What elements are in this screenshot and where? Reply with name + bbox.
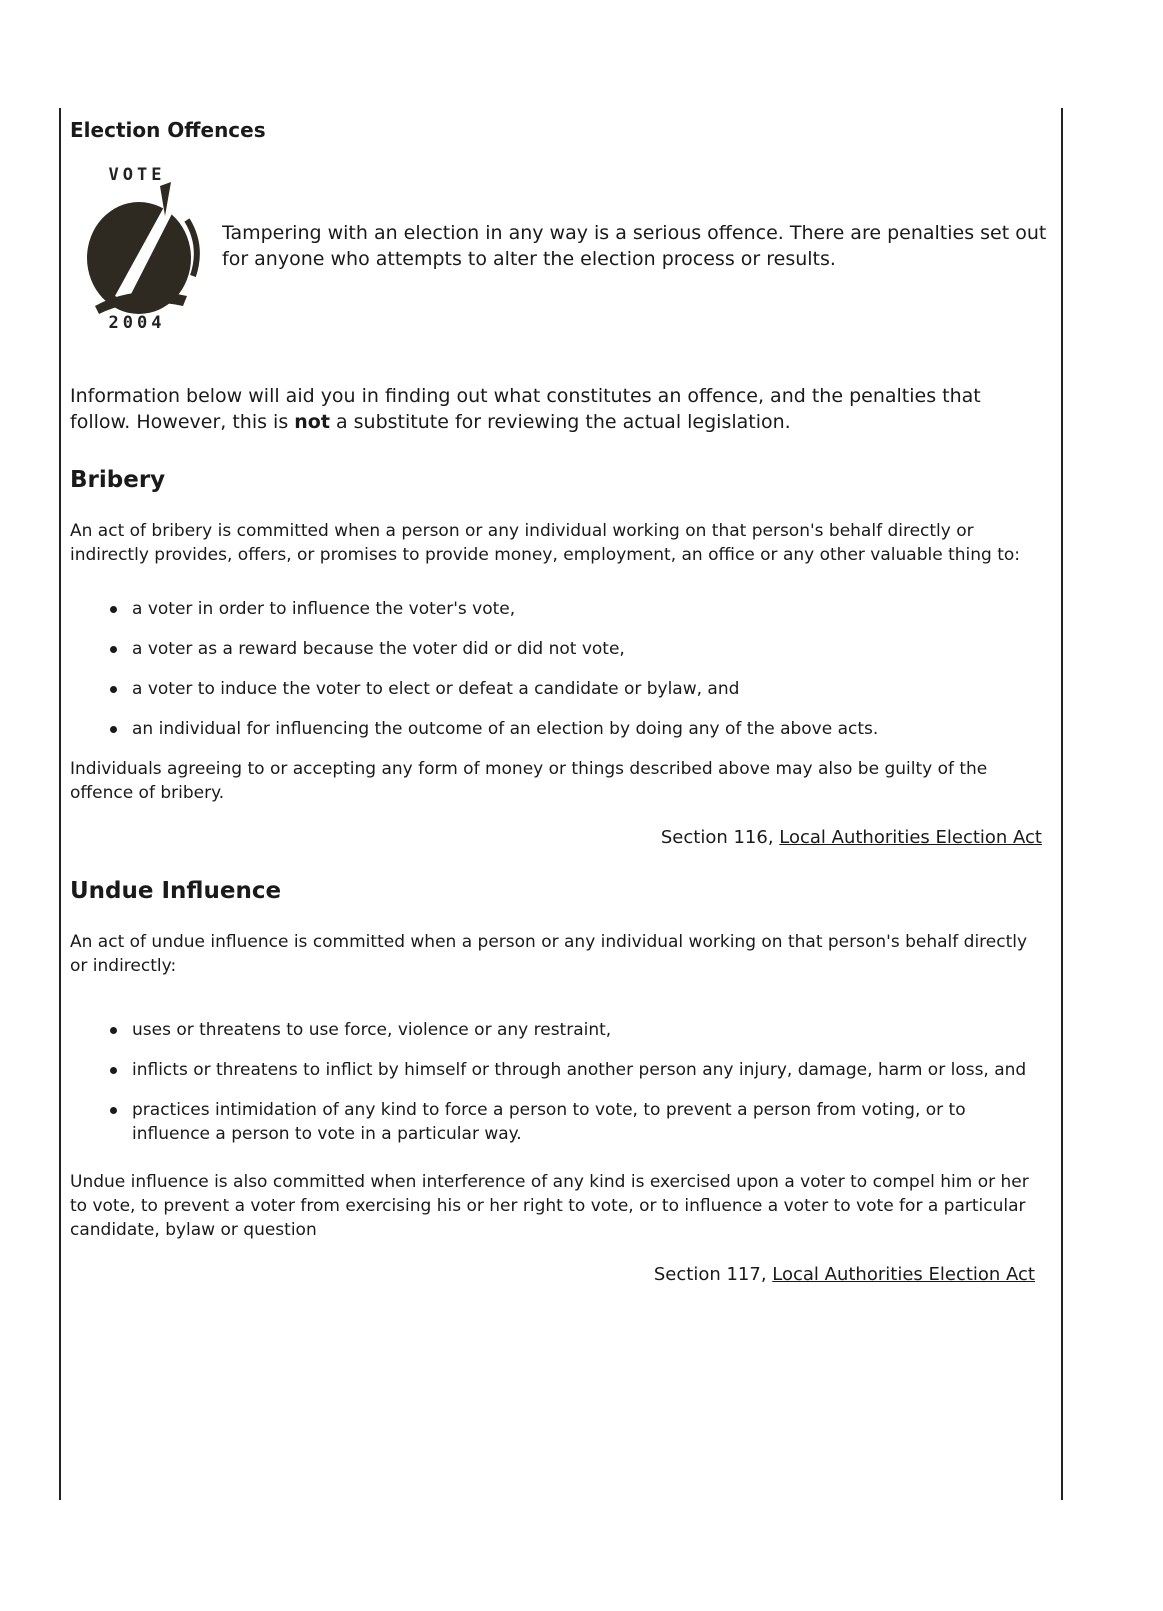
info-emphasis: not bbox=[294, 411, 330, 433]
info-paragraph bbox=[70, 383, 1030, 435]
list-item bbox=[110, 1018, 1035, 1042]
page-title: Election Offences bbox=[70, 118, 266, 142]
list-item-text: an individual for influencing the outcome of an election by doing any of the above acts. bbox=[132, 719, 879, 739]
bullet-icon bbox=[110, 646, 117, 653]
bribery-heading: Bribery bbox=[70, 467, 166, 493]
citation-act-link[interactable]: Local Authorities Election Act bbox=[772, 1264, 1035, 1285]
list-item-text: a voter as a reward because the voter did or did not vote, bbox=[132, 639, 625, 659]
bullet-icon bbox=[110, 1067, 117, 1074]
undue-influence-citation bbox=[70, 1264, 1035, 1285]
bullet-icon bbox=[110, 1027, 117, 1034]
bribery-list bbox=[70, 597, 1035, 741]
bullet-icon bbox=[110, 1107, 117, 1114]
document-content bbox=[70, 118, 1060, 1285]
list-item-text: inflicts or threatens to inflict by himself or through another person any injury, damage, harm or loss, and bbox=[132, 1060, 1027, 1080]
citation-section: Section 117, bbox=[653, 1264, 773, 1285]
bribery-citation bbox=[70, 827, 1042, 848]
list-item bbox=[110, 1058, 1035, 1082]
list-item-text: a voter to induce the voter to elect or defeat a candidate or bylaw, and bbox=[132, 679, 740, 699]
list-item bbox=[110, 677, 1035, 701]
logo-bottom-text: 2004 bbox=[108, 313, 166, 331]
bribery-definition: An act of bribery is committed when a person or any individual working on that person's behalf directly or indirectly provides, offers, or promises to provide money, employment, an office or any other valuable thing to: bbox=[70, 521, 1020, 565]
list-item bbox=[110, 717, 1035, 741]
citation-section: Section 116, bbox=[660, 827, 780, 848]
list-item bbox=[110, 597, 1035, 621]
undue-influence-list bbox=[70, 1018, 1035, 1146]
list-item bbox=[110, 1098, 1035, 1146]
info-text-before: Information below will aid you in finding out what constitutes an offence, and the penalties that follow. However, this is bbox=[70, 385, 981, 433]
undue-influence-heading: Undue Influence bbox=[70, 878, 282, 904]
undue-influence-definition: An act of undue influence is committed when a person or any individual working on that person's behalf directly or indirectly: bbox=[70, 932, 1028, 976]
intro-paragraph: Tampering with an election in any way is a serious offence. There are penalties set out for anyone who attempts to alter the election process or results. bbox=[222, 222, 1047, 270]
list-item-text: a voter in order to influence the voter's vote, bbox=[132, 599, 516, 619]
undue-influence-note: Undue influence is also committed when interference of any kind is exercised upon a voter to compel him or her to vote, to prevent a voter from exercising his or her right to vote, or to influence a voter to vote for a particular candidate, bylaw or question bbox=[70, 1172, 1029, 1240]
vote-2004-logo bbox=[75, 156, 210, 331]
bullet-icon bbox=[110, 726, 117, 733]
bullet-icon bbox=[110, 606, 117, 613]
list-item-text: practices intimidation of any kind to force a person to vote, to prevent a person from voting, or to influence a person to vote in a particular way. bbox=[132, 1100, 966, 1144]
bullet-icon bbox=[110, 686, 117, 693]
citation-act-link[interactable]: Local Authorities Election Act bbox=[779, 827, 1042, 848]
logo-top-text: VOTE bbox=[108, 165, 166, 185]
bribery-note: Individuals agreeing to or accepting any form of money or things described above may also be guilty of the offence of bribery. bbox=[70, 759, 988, 803]
list-item-text: uses or threatens to use force, violence or any restraint, bbox=[132, 1020, 612, 1040]
intro-row bbox=[70, 156, 1060, 331]
info-text-after: a substitute for reviewing the actual legislation. bbox=[329, 411, 791, 433]
list-item bbox=[110, 637, 1035, 661]
